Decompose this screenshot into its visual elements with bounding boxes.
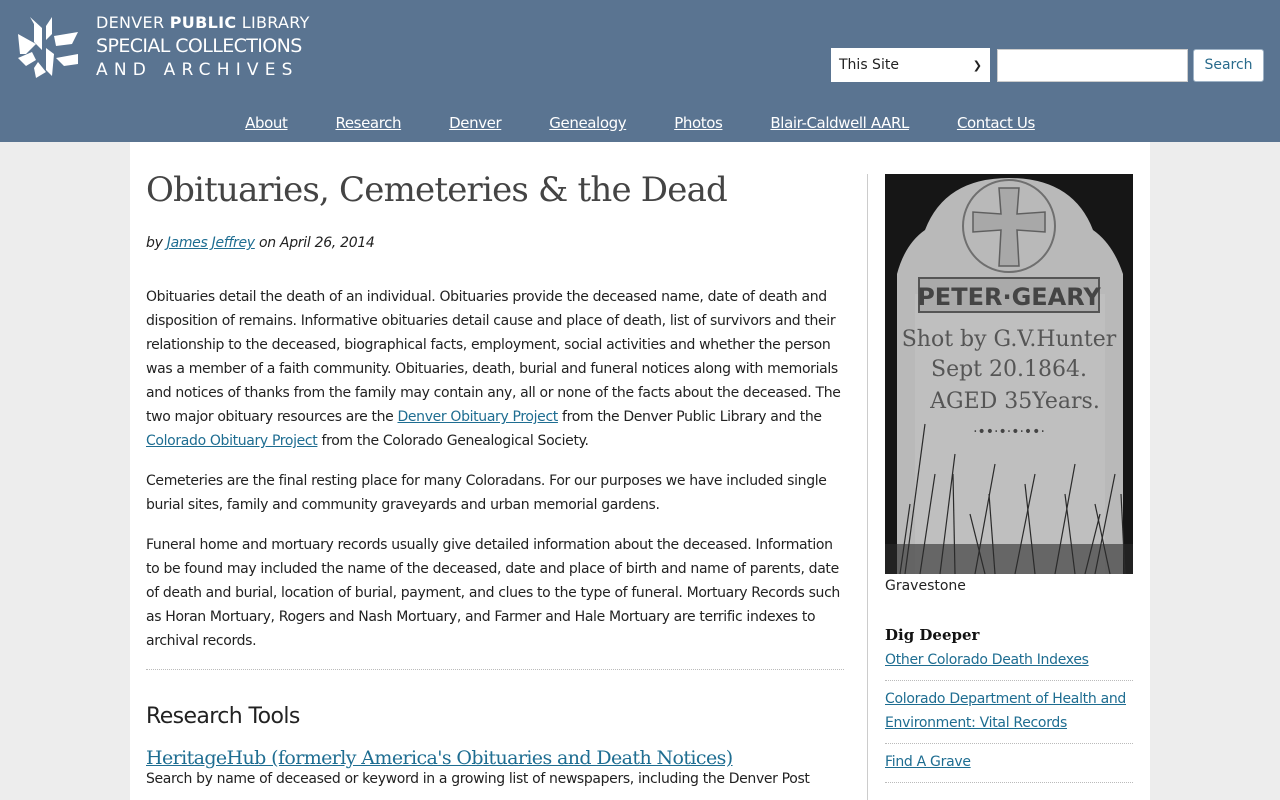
- image-caption: Gravestone: [885, 578, 966, 594]
- nav-blair-caldwell[interactable]: Blair-Caldwell AARL: [770, 114, 909, 132]
- scope-selected-value: This Site: [839, 57, 899, 73]
- denver-obituary-project-link[interactable]: Denver Obituary Project: [397, 409, 558, 426]
- tool-title: [146, 747, 844, 769]
- heritagehub-link[interactable]: HeritageHub (formerly America's Obituaries and Death Notices): [146, 747, 733, 770]
- logo-line-3: AND ARCHIVES: [96, 60, 299, 80]
- column-divider: [867, 174, 868, 800]
- article: [146, 172, 844, 787]
- paragraph-obituaries: Obituaries detail the death of an individual. Obituaries provide the deceased name, date of death and disposition of remains. Informative obituaries detail cause and place of death, list of survivors and their relationship to the deceased, biographical facts, employment, social activities and whether the person was a member of a faith community. Obituaries, death, burial and funeral notices along with memorials and notices of thanks from the family may contain any, all or none of the facts about the deceased. The two major obituary resources are the Denver Obituary Project from the Denver Public Library and the Colorado Obituary Project from the Colorado Genealogical Society.: [146, 289, 841, 450]
- site-logo[interactable]: [16, 14, 310, 80]
- svg-text:PETER·GEARY: PETER·GEARY: [917, 283, 1101, 311]
- search-scope-select[interactable]: [831, 48, 990, 82]
- svg-text:·••·•·•·••·: ·••·•·•·••·: [973, 424, 1045, 440]
- nav-about[interactable]: About: [245, 114, 288, 132]
- search-button[interactable]: Search: [1193, 49, 1264, 82]
- author-link[interactable]: James Jeffrey: [166, 235, 255, 252]
- nav-genealogy[interactable]: Genealogy: [549, 114, 627, 132]
- gravestone-photo-icon: [885, 174, 1133, 574]
- list-item: [885, 681, 1133, 744]
- logo-line-2: SPECIAL COLLECTIONS: [96, 35, 302, 57]
- search-input[interactable]: [997, 49, 1188, 82]
- library-star-logo-icon: [16, 14, 80, 80]
- site-header: [0, 0, 1280, 142]
- nav-research[interactable]: Research: [335, 114, 402, 132]
- svg-text:Sept 20.1864.: Sept 20.1864.: [931, 357, 1087, 382]
- chevron-down-icon: ❯: [972, 58, 982, 72]
- gravestone-image: [885, 174, 1133, 574]
- search-bar: [831, 48, 1264, 82]
- svg-text:Shot by G.V.Hunter: Shot by G.V.Hunter: [901, 327, 1117, 352]
- find-a-grave-link[interactable]: Find A Grave: [885, 754, 971, 770]
- research-tools-heading: Research Tools: [146, 704, 300, 730]
- paragraph-funeral-records: Funeral home and mortuary records usually give detailed information about the deceased. Information to be found may included the name of the deceased, date and place of birth and name of parents, date of death and burial, location of burial, payment, and clues to the type of funeral. Mortuary Records such as Horan Mortuary, Rogers and Nash Mortuary, and Farmer and Hale Mortuary are terrific indexes to archival records.: [146, 537, 840, 650]
- logo-line-1: DENVER PUBLIC LIBRARY: [96, 13, 310, 32]
- page-title: Obituaries, Cemeteries & the Dead: [146, 170, 728, 210]
- sidebar: [885, 174, 1133, 783]
- colorado-obituary-project-link[interactable]: Colorado Obituary Project: [146, 433, 318, 450]
- paragraph-cemeteries: Cemeteries are the final resting place for many Coloradans. For our purposes we have included single burial sites, family and community graveyards and urban memorial gardens.: [146, 473, 827, 514]
- nav-photos[interactable]: Photos: [674, 114, 723, 132]
- list-item: [885, 744, 1133, 783]
- dig-deeper-heading: Dig Deeper: [885, 626, 980, 644]
- divider: [146, 669, 844, 670]
- byline: by James Jeffrey on April 26, 2014: [146, 235, 375, 252]
- cdphe-vital-records-link[interactable]: Colorado Department of Health and Environment: Vital Records: [885, 691, 1127, 731]
- dig-deeper-list: [885, 648, 1133, 783]
- page-content: [130, 142, 1150, 800]
- main-nav: [0, 114, 1280, 132]
- svg-text:AGED 35Years.: AGED 35Years.: [930, 389, 1100, 414]
- list-item: [885, 648, 1133, 681]
- tool-description: Search by name of deceased or keyword in a growing list of newspapers, including the Denver Post: [146, 771, 810, 788]
- other-colorado-death-indexes-link[interactable]: Other Colorado Death Indexes: [885, 652, 1089, 668]
- nav-denver[interactable]: Denver: [449, 114, 502, 132]
- nav-contact-us[interactable]: Contact Us: [956, 114, 1035, 132]
